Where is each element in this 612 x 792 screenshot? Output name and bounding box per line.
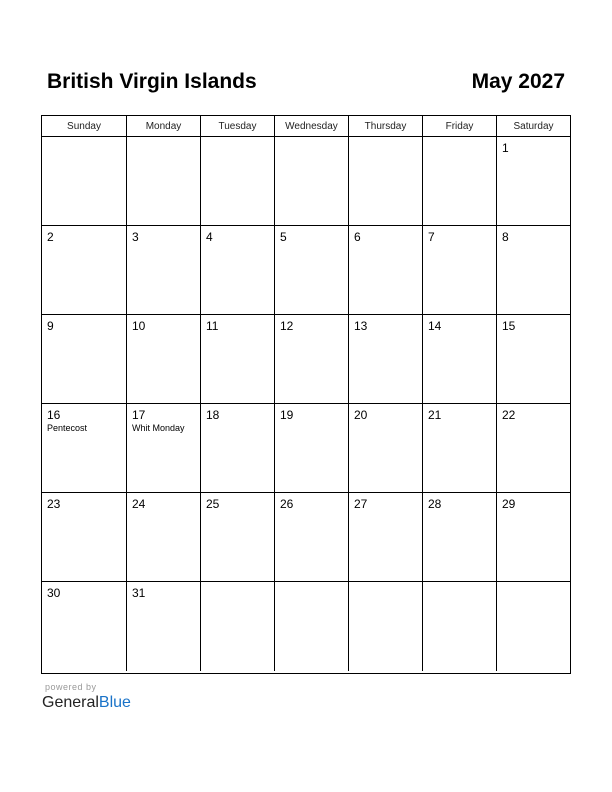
country-title: British Virgin Islands bbox=[47, 70, 257, 93]
day-number: 20 bbox=[354, 408, 368, 422]
day-number: 19 bbox=[280, 408, 294, 422]
day-cell bbox=[127, 137, 201, 226]
day-number: 31 bbox=[132, 586, 146, 600]
day-number: 16 bbox=[47, 408, 61, 422]
day-cell bbox=[275, 582, 349, 671]
day-cell bbox=[201, 582, 275, 671]
calendar-grid bbox=[41, 115, 571, 674]
day-number: 17 bbox=[132, 408, 146, 422]
weekday-header-tuesday: Tuesday bbox=[201, 116, 275, 137]
day-number: 2 bbox=[47, 230, 54, 244]
day-cell bbox=[275, 493, 349, 582]
day-number: 22 bbox=[502, 408, 516, 422]
day-cell bbox=[423, 137, 497, 226]
weekday-header-monday: Monday bbox=[127, 116, 201, 137]
day-number: 3 bbox=[132, 230, 139, 244]
day-number: 4 bbox=[206, 230, 213, 244]
day-number: 18 bbox=[206, 408, 220, 422]
brand-part-blue: Blue bbox=[98, 694, 131, 711]
day-number: 9 bbox=[47, 319, 54, 333]
day-cell bbox=[201, 493, 275, 582]
powered-by-label: powered by bbox=[45, 682, 97, 692]
day-number: 24 bbox=[132, 497, 146, 511]
day-cell bbox=[497, 404, 570, 493]
day-cell bbox=[127, 582, 201, 671]
day-cell bbox=[349, 582, 423, 671]
weekday-header-sunday: Sunday bbox=[42, 116, 127, 137]
day-cell bbox=[349, 137, 423, 226]
day-cell bbox=[42, 226, 127, 315]
day-cell bbox=[497, 315, 570, 404]
day-cell bbox=[275, 315, 349, 404]
day-number: 21 bbox=[428, 408, 442, 422]
weekday-header-friday: Friday bbox=[423, 116, 497, 137]
day-number: 23 bbox=[47, 497, 61, 511]
day-cell bbox=[423, 315, 497, 404]
day-cell bbox=[275, 404, 349, 493]
day-cell bbox=[497, 226, 570, 315]
day-cell bbox=[349, 226, 423, 315]
day-number: 28 bbox=[428, 497, 442, 511]
holiday-label: Pentecost bbox=[47, 423, 88, 433]
day-cell bbox=[497, 582, 570, 671]
day-number: 25 bbox=[206, 497, 220, 511]
day-cell bbox=[423, 493, 497, 582]
day-cell bbox=[127, 404, 201, 493]
day-cell bbox=[497, 137, 570, 226]
weekday-header-saturday: Saturday bbox=[497, 116, 570, 137]
day-cell bbox=[42, 493, 127, 582]
day-cell bbox=[201, 315, 275, 404]
day-number: 8 bbox=[502, 230, 509, 244]
day-number: 12 bbox=[280, 319, 294, 333]
day-number: 14 bbox=[428, 319, 442, 333]
day-cell bbox=[42, 137, 127, 226]
day-number: 5 bbox=[280, 230, 287, 244]
day-number: 6 bbox=[354, 230, 361, 244]
day-number: 15 bbox=[502, 319, 516, 333]
day-cell bbox=[201, 137, 275, 226]
day-cell bbox=[423, 226, 497, 315]
generalblue-logo[interactable] bbox=[42, 694, 131, 712]
day-cell bbox=[349, 404, 423, 493]
day-number: 26 bbox=[280, 497, 294, 511]
day-cell bbox=[127, 315, 201, 404]
day-number: 11 bbox=[206, 319, 219, 333]
day-number: 1 bbox=[502, 141, 509, 155]
day-cell bbox=[42, 582, 127, 671]
day-cell bbox=[423, 404, 497, 493]
day-number: 7 bbox=[428, 230, 435, 244]
day-cell bbox=[275, 226, 349, 315]
day-cell bbox=[201, 404, 275, 493]
day-cell bbox=[42, 315, 127, 404]
day-cell bbox=[127, 493, 201, 582]
day-cell bbox=[349, 493, 423, 582]
brand-part-general: General bbox=[42, 694, 99, 711]
month-year-title: May 2027 bbox=[471, 70, 565, 93]
day-cell bbox=[497, 493, 570, 582]
weekday-header-thursday: Thursday bbox=[349, 116, 423, 137]
day-cell bbox=[423, 582, 497, 671]
day-number: 27 bbox=[354, 497, 368, 511]
day-number: 10 bbox=[132, 319, 146, 333]
day-number: 30 bbox=[47, 586, 61, 600]
holiday-label: Whit Monday bbox=[132, 423, 185, 433]
day-cell bbox=[127, 226, 201, 315]
day-cell bbox=[275, 137, 349, 226]
day-cell bbox=[201, 226, 275, 315]
day-number: 29 bbox=[502, 497, 516, 511]
day-number: 13 bbox=[354, 319, 368, 333]
day-cell bbox=[349, 315, 423, 404]
weekday-header-wednesday: Wednesday bbox=[275, 116, 349, 137]
day-cell bbox=[42, 404, 127, 493]
